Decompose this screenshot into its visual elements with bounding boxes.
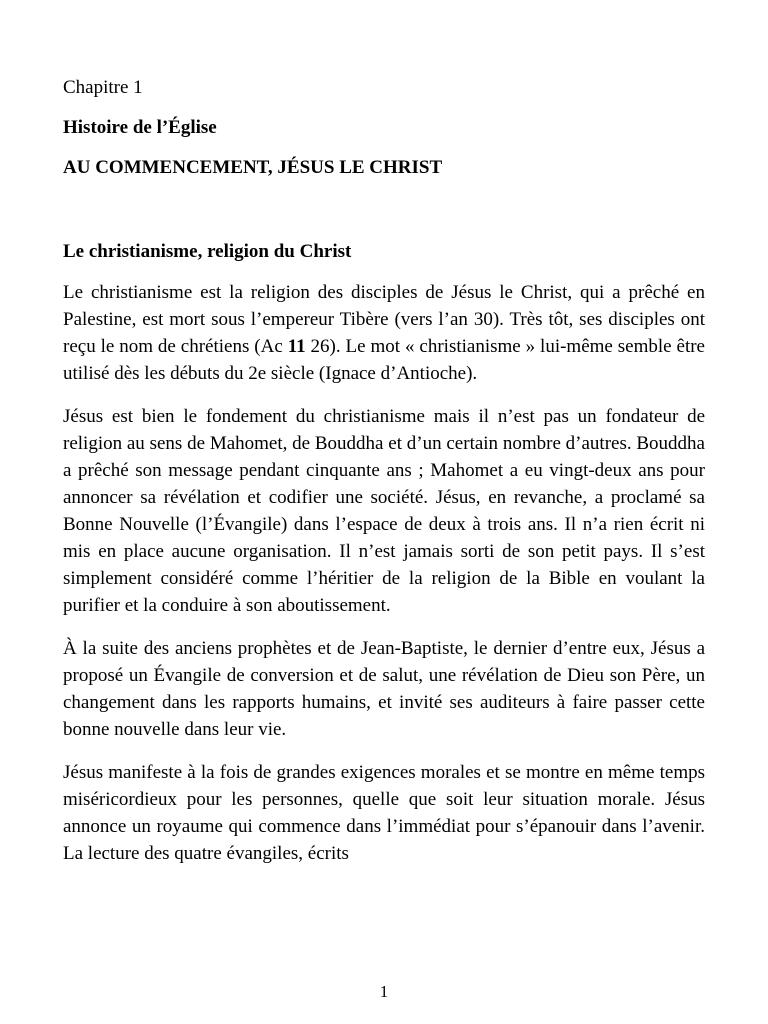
paragraph-1-text-start: Le christianisme est la religion des disciples de Jésus le Christ, qui a prêché en Palestine, est mort sous l’empereur Tibère (vers l’an 30). Très tôt, ses disciples ont reçu le nom de chrétiens (Ac	[63, 282, 705, 357]
paragraph-1	[63, 279, 705, 387]
paragraph-2: Jésus est bien le fondement du christianisme mais il n’est pas un fondateur de religion au sens de Mahomet, de Bouddha et d’un certain nombre d’autres. Bouddha a prêché son message pendant cinquante ans ; Mahomet a eu vingt-deux ans pour annoncer sa révélation et codifier une société. Jésus, en revanche, a proclamé sa Bonne Nouvelle (l’Évangile) dans l’espace de deux à trois ans. Il n’a rien écrit ni mis en place aucune organisation. Il n’est jamais sorti de son petit pays. Il s’est simplement considéré comme l’héritier de la religion de la Bible en voulant la purifier et la conduire à son aboutissement.	[63, 406, 705, 616]
document-page	[63, 74, 705, 883]
page-number: 1	[379, 982, 389, 1001]
section-title: Histoire de l’Église	[63, 117, 217, 138]
paragraph-4: Jésus manifeste à la fois de grandes exigences morales et se montre en même temps miséricordieux pour les personnes, quelle que soit leur situation morale. Jésus annonce un royaume qui commence dans l’immédiat pour s’épanouir dans l’avenir. La lecture des quatre évangiles, écrits	[63, 762, 705, 864]
chapter-label: Chapitre 1	[63, 77, 143, 98]
paragraph-3: À la suite des anciens prophètes et de Jean-Baptiste, le dernier d’entre eux, Jésus a proposé un Évangile de conversion et de salut, une révélation de Dieu son Père, un changement dans les rapports humains, et invité ses auditeurs à faire passer cette bonne nouvelle dans leur vie.	[63, 638, 705, 740]
subheading: Le christianisme, religion du Christ	[63, 241, 352, 262]
acts-chapter-reference: 11	[287, 336, 306, 357]
paragraph-1-text-end: 26). Le mot « christianisme » lui-même semble être utilisé dès les débuts du 2e siècle (Ignace d’Antioche).	[63, 336, 705, 384]
main-title: AU COMMENCEMENT, JÉSUS LE CHRIST	[63, 157, 443, 178]
